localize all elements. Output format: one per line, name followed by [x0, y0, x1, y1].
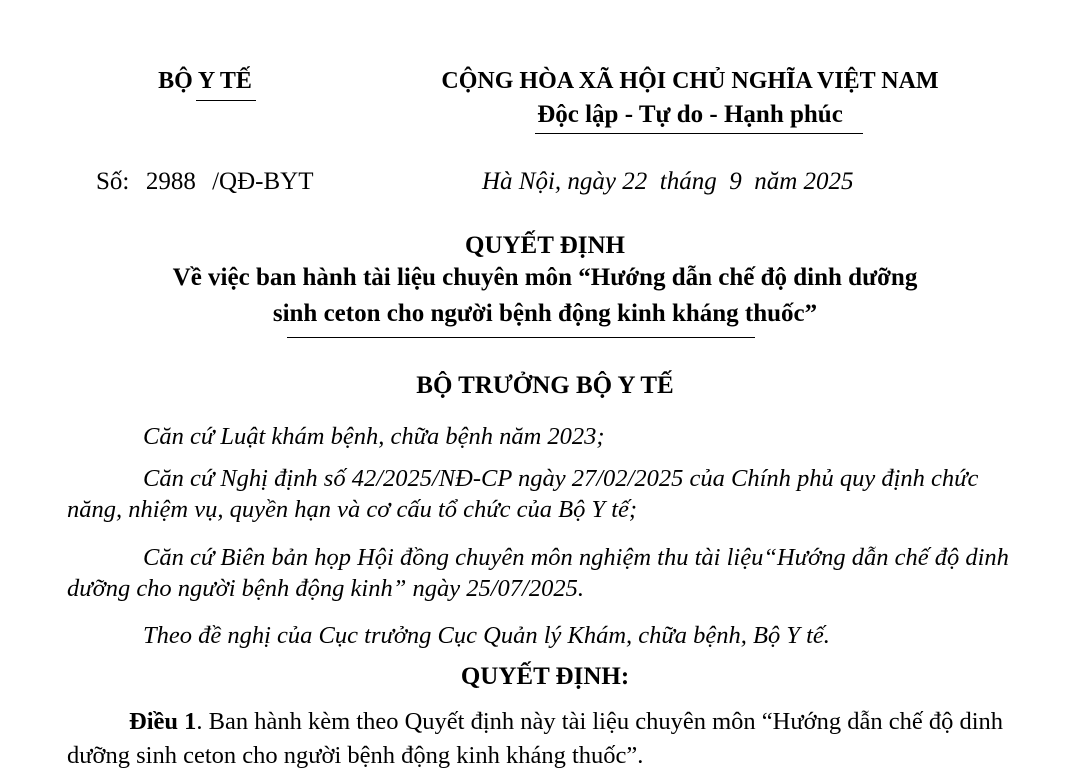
article-1-text: . Ban hành kèm theo Quyết định này tài liệu chuyên môn “Hướng dẫn chế độ dinh dưỡng sinh ceton cho người bệnh động kinh kháng thuốc”.: [67, 708, 1004, 769]
legal-basis-1: Căn cứ Luật khám bệnh, chữa bệnh năm 2023;: [143, 423, 605, 450]
issuing-agency: BỘ Y TẾ: [158, 68, 252, 94]
doc-number-prefix: Số:: [96, 168, 130, 195]
national-title: CỘNG HÒA XÃ HỘI CHỦ NGHĨA VIỆT NAM: [441, 68, 939, 94]
subject-line-1: Về việc ban hành tài liệu chuyên môn “Hướng dẫn chế độ dinh dưỡng: [172, 264, 918, 291]
article-1: [67, 705, 1042, 773]
document-number: [96, 168, 314, 196]
agency-underline: [196, 100, 256, 101]
legal-basis-3: Căn cứ Biên bản họp Hội đồng chuyên môn nghiệm thu tài liệu“Hướng dẫn chế độ dinh dưỡng cho người bệnh động kinh” ngày 25/07/2025.: [67, 544, 1009, 602]
motto-underline: [535, 133, 863, 134]
issuing-authority: BỘ TRƯỞNG BỘ Y TẾ: [416, 372, 674, 399]
article-1-label: Điều 1: [129, 708, 197, 735]
subject-line-2: sinh ceton cho người bệnh động kinh kháng thuốc”: [272, 300, 818, 327]
subject-underline: [287, 337, 755, 338]
document-title: QUYẾT ĐỊNH: [465, 232, 625, 259]
legal-basis-4: Theo đề nghị của Cục trưởng Cục Quản lý Khám, chữa bệnh, Bộ Y tế.: [143, 622, 830, 649]
decision-heading: QUYẾT ĐỊNH:: [460, 663, 630, 690]
doc-number-suffix: /QĐ-BYT: [212, 168, 314, 195]
place-and-date: Hà Nội, ngày 22 tháng 9 năm 2025: [482, 168, 854, 195]
doc-number-value: 2988: [145, 168, 196, 195]
legal-basis-2: Căn cứ Nghị định số 42/2025/NĐ-CP ngày 27/02/2025 của Chính phủ quy định chức năng, nhiệm vụ, quyền hạn và cơ cấu tổ chức của Bộ Y tế;: [67, 465, 979, 523]
national-motto: Độc lập - Tự do - Hạnh phúc: [537, 101, 843, 128]
